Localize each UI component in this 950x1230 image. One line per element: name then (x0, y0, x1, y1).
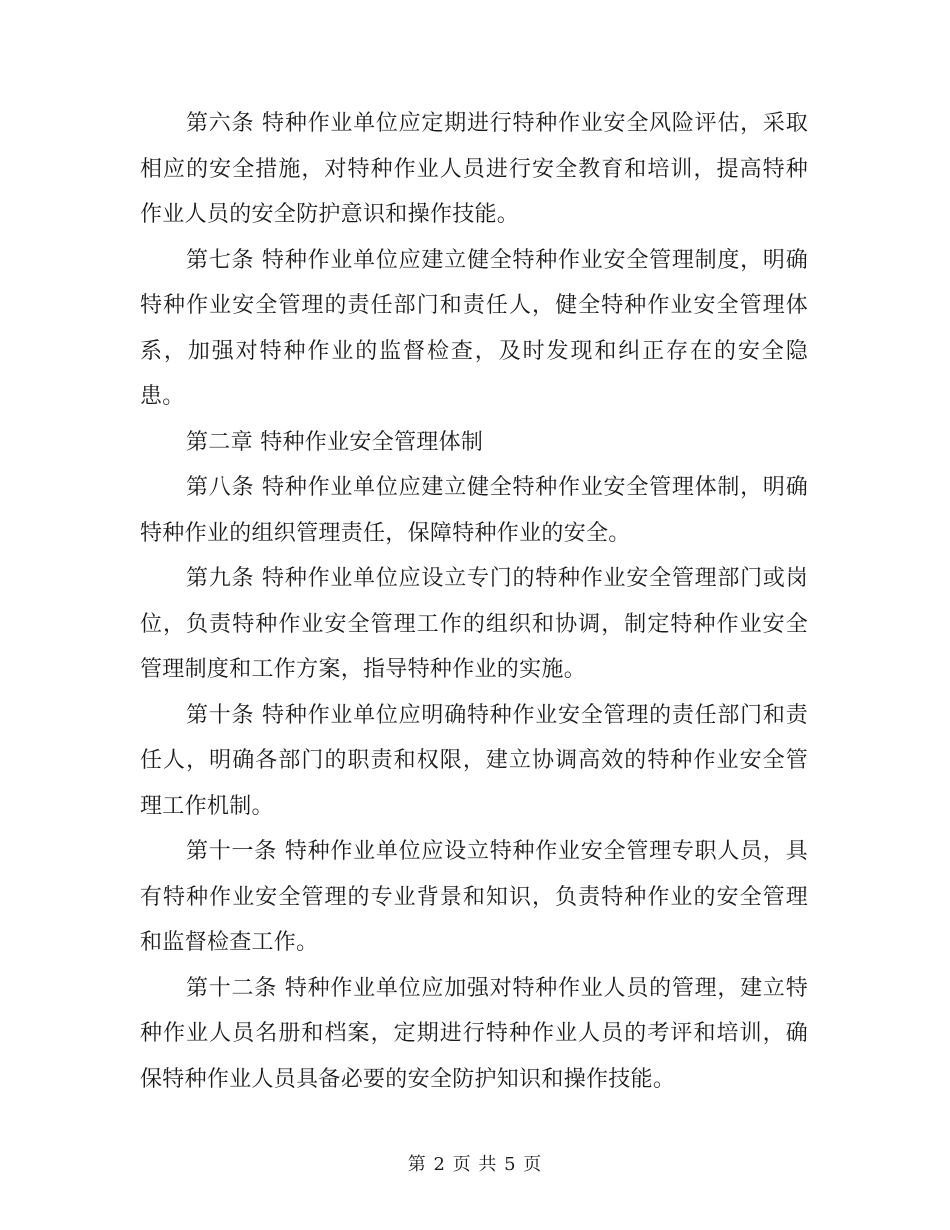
article-6: 第六条 特种作业单位应定期进行特种作业安全风险评估，采取相应的安全措施，对特种作业人员进行安全教育和培训，提高特种作业人员的安全防护意识和操作技能。 (140, 111, 808, 227)
article-11: 第十一条 特种作业单位应设立特种作业安全管理专职人员，具有特种作业安全管理的专业背景和知识，负责特种作业的安全管理和监督检查工作。 (140, 839, 808, 955)
article-7: 第七条 特种作业单位应建立健全特种作业安全管理制度，明确特种作业安全管理的责任部门和责任人，健全特种作业安全管理体系，加强对特种作业的监督检查，及时发现和纠正存在的安全隐患。 (140, 247, 808, 409)
article-10: 第十条 特种作业单位应明确特种作业安全管理的责任部门和责任人，明确各部门的职责和权限，建立协调高效的特种作业安全管理工作机制。 (140, 702, 808, 819)
article-12: 第十二条 特种作业单位应加强对特种作业人员的管理，建立特种作业人员名册和档案，定期进行特种作业人员的考评和培训，确保特种作业人员具备必要的安全防护知识和操作技能。 (140, 975, 808, 1092)
article-9: 第九条 特种作业单位应设立专门的特种作业安全管理部门或岗位，负责特种作业安全管理工作的组织和协调，制定特种作业安全管理制度和工作方案，指导特种作业的实施。 (140, 566, 808, 682)
chapter-2-heading: 第二章 特种作业安全管理体制 (186, 429, 484, 455)
article-8: 第八条 特种作业单位应建立健全特种作业安全管理体制，明确特种作业的组织管理责任，保障特种作业的安全。 (140, 475, 808, 546)
page-number-footer: 第 2 页 共 5 页 (407, 1154, 543, 1175)
document-body (140, 101, 808, 1102)
